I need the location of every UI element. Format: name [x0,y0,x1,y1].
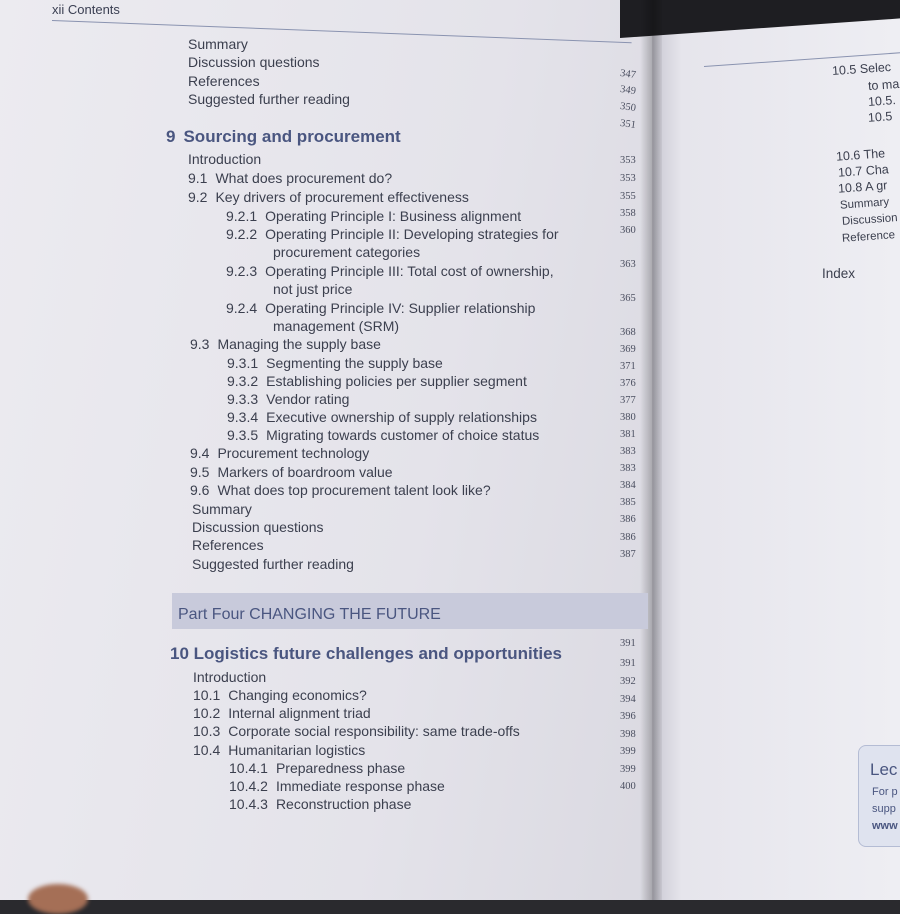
toc-entry [193,669,266,685]
entry-number: 10.3 [193,723,221,739]
page-number: 350 [619,100,637,115]
entry-number: 9.2.1 [226,208,258,224]
entry-text: Migrating towards customer of choice status [266,427,540,443]
toc-entry-discussion: Discussion questions [188,54,320,70]
page-number: 358 [620,208,636,219]
page-number: 347 [619,67,637,82]
lecturer-box-line: For p [872,786,898,798]
entry-text: Changing economics? [228,687,367,703]
entry-number: 9.4 [190,445,210,461]
page-number: 381 [620,429,636,440]
page-number: 383 [620,446,636,457]
entry-text: Managing the supply base [217,336,381,352]
toc-entry [226,263,554,279]
entry-text: Reconstruction phase [275,796,412,812]
toc-entry-continuation: not just price [273,281,353,297]
page-number: 400 [620,781,636,792]
toc-entry-continuation: management (SRM) [273,318,400,334]
page-number: 355 [620,191,636,202]
entry-text: Operating Principle III: Total cost of ownership, [265,263,554,279]
entry-number: 9.3.5 [227,427,259,443]
entry-text: What does procurement do? [215,170,393,186]
page-number: 371 [620,361,636,372]
entry-number: 9.2.2 [226,226,258,242]
entry-number: 9.1 [188,170,208,186]
page-number: 384 [620,480,636,491]
page-number: 387 [620,549,636,560]
entry-text: Procurement technology [217,445,370,461]
right-toc-entry: 10.5. [867,93,897,109]
toc-entry [229,796,411,812]
toc-entry [190,482,491,498]
toc-entry [229,778,445,794]
page-number: 353 [620,173,636,184]
page-number: 386 [620,532,636,543]
entry-number: 10.4 [193,742,221,758]
entry-number: 10.4.2 [229,778,268,794]
entry-number: 9.3.4 [227,409,259,425]
entry-text: Humanitarian logistics [228,742,366,758]
toc-entry-references: References [192,537,264,553]
toc-entry [226,208,521,224]
entry-number: 9.5 [190,464,210,480]
entry-text: Segmenting the supply base [266,355,443,371]
toc-entry [190,445,369,461]
page-number: 377 [620,395,636,406]
lecturer-box-line: supp [872,803,896,815]
entry-text: Corporate social responsibility: same trade-offs [228,723,520,739]
toc-entry [227,409,537,425]
chapter-number: 9 [166,127,176,146]
entry-text: Markers of boardroom value [217,464,393,480]
entry-text: Introduction [188,151,262,167]
entry-text: Operating Principle I: Business alignment [265,208,522,224]
entry-number: 9.6 [190,482,210,498]
right-toc-entry: 10.5 Selec [831,59,892,79]
right-toc-entry: to ma [867,76,900,94]
page-number: 394 [620,694,636,705]
thumb [28,884,88,914]
toc-entry [226,300,535,316]
page-number: 391 [620,638,636,649]
entry-text: Establishing policies per supplier segment [266,373,527,389]
toc-entry [227,427,539,443]
toc-entry [226,226,559,242]
entry-text: Immediate response phase [275,778,445,794]
toc-entry [190,464,393,480]
page-number: 369 [620,344,636,355]
page-number: 353 [620,155,636,166]
entry-text: Introduction [193,669,267,685]
page-number: 385 [620,497,636,508]
chapter-title: Sourcing and procurement [183,127,401,146]
page-number: 363 [620,259,636,270]
part-title: Part Four CHANGING THE FUTURE [178,606,441,623]
right-toc-entry: Discussion [841,212,898,228]
right-toc-index: Index [822,266,856,281]
entry-number: 9.3.1 [227,355,259,371]
page-number: 380 [620,412,636,423]
toc-entry-continuation: procurement categories [273,244,421,260]
toc-entry-references: References [188,73,260,89]
page-number: 376 [620,378,636,389]
entry-number: 9.3 [190,336,210,352]
page-number: 368 [620,327,636,338]
toc-entry [188,170,392,186]
toc-entry-further-reading: Suggested further reading [188,91,350,107]
toc-entry [188,151,261,167]
entry-number: 10.1 [193,687,221,703]
entry-text: Preparedness phase [275,760,406,776]
entry-text: Vendor rating [266,391,350,407]
page-number: 349 [619,83,637,98]
toc-entry [229,760,405,776]
toc-entry [193,687,367,703]
right-toc-entry: 10.7 Cha [837,162,890,180]
right-toc-entry: 10.8 A gr [837,178,888,196]
right-toc-entry: 10.5 [867,109,893,125]
toc-entry-further-reading: Suggested further reading [192,556,354,572]
toc-entry-summary: Summary [188,36,248,52]
entry-text: Executive ownership of supply relationships [266,409,537,425]
toc-entry [188,189,469,205]
entry-text: Operating Principle IV: Supplier relationship [265,300,536,316]
lecturer-box-title: Lec [870,760,898,779]
page-number: 383 [620,463,636,474]
entry-number: 10.4.1 [229,760,268,776]
page-number: 399 [620,764,636,775]
toc-entry [193,742,365,758]
toc-entry [227,355,443,371]
right-toc-entry: 10.6 The [835,146,886,164]
entry-text: Key drivers of procurement effectiveness [215,189,469,205]
right-toc-entry: Summary [839,196,890,212]
lecturer-box-line: www [872,820,898,832]
page-number: 391 [620,658,636,669]
entry-number: 9.2.3 [226,263,258,279]
entry-text: What does top procurement talent look like? [217,482,491,498]
entry-number: 9.3.2 [227,373,259,389]
running-head: xii Contents [52,2,120,17]
chapter-heading [166,127,401,147]
toc-entry [227,373,527,389]
chapter-heading: 10 Logistics future challenges and opportunities [170,644,563,663]
page-number: 398 [620,729,636,740]
entry-number: 9.2 [188,189,208,205]
entry-text: Internal alignment triad [228,705,371,721]
entry-number: 10.4.3 [229,796,268,812]
toc-entry-summary: Summary [192,501,252,517]
page-number: 392 [620,676,636,687]
entry-number: 9.3.3 [227,391,259,407]
page-number: 351 [619,117,637,132]
entry-number: 9.2.4 [226,300,258,316]
toc-entry [193,723,520,739]
toc-entry [190,336,381,352]
entry-text: Operating Principle II: Developing strategies for [265,226,559,242]
entry-number: 10.2 [193,705,221,721]
toc-entry [227,391,349,407]
page-number: 365 [620,293,636,304]
page-number: 386 [620,514,636,525]
toc-entry [193,705,371,721]
page-number: 396 [620,711,636,722]
toc-entry-discussion: Discussion questions [192,519,324,535]
page-number: 399 [620,746,636,757]
page-number: 360 [620,225,636,236]
right-toc-entry: Reference [841,229,896,245]
